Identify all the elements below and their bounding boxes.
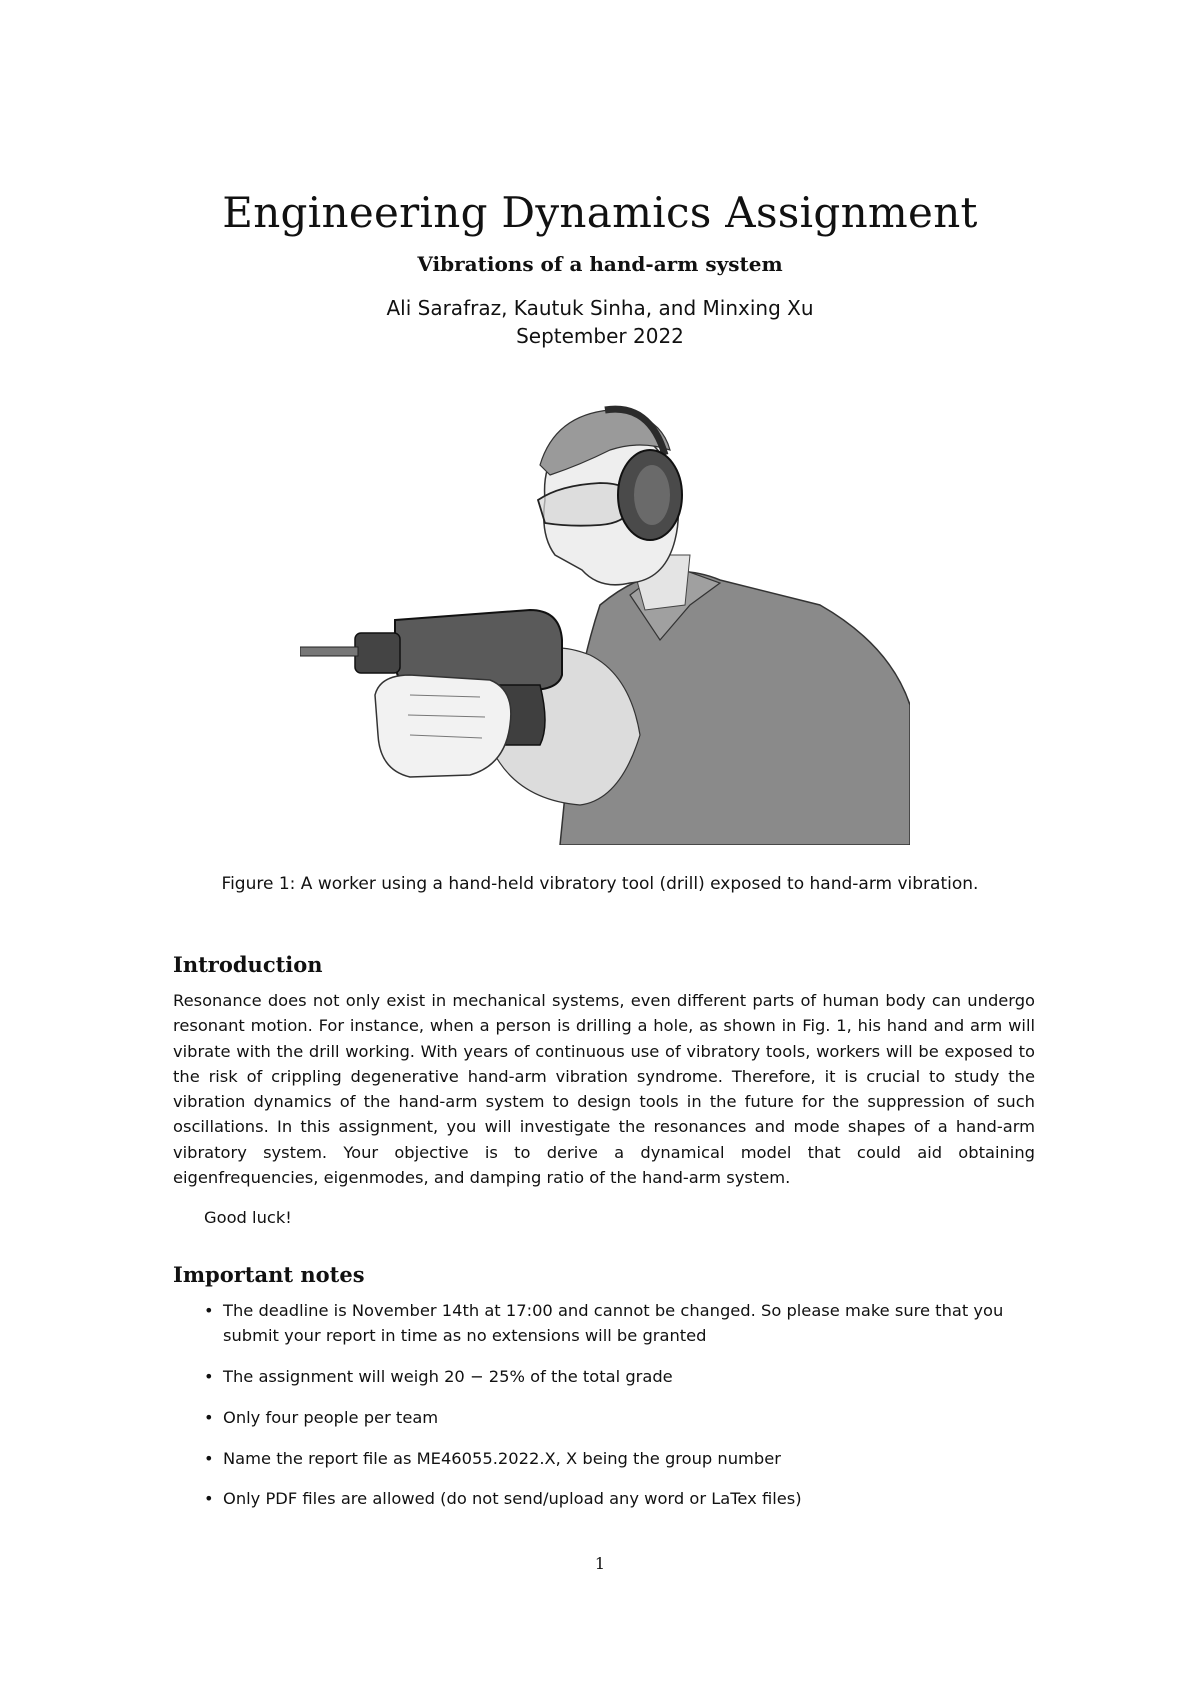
figure-caption: Figure 1: A worker using a hand-held vibratory tool (drill) exposed to hand-arm vibration. [221, 874, 979, 894]
page-number: 1 [594, 1554, 606, 1573]
notes-heading: Important notes [173, 1262, 365, 1287]
list-item: • The deadline is November 14th at 17:00 and cannot be changed. So please make sure that you submit your report in time as no extensions will be granted [173, 1298, 1035, 1349]
list-item: • Name the report file as ME46055.2022.X, X being the group number [173, 1446, 1035, 1471]
list-item: • Only four people per team [173, 1405, 1035, 1430]
document-date: September 2022 [516, 324, 684, 348]
document-authors: Ali Sarafraz, Kautuk Sinha, and Minxing Xu [386, 296, 814, 320]
worker-drill-illustration [300, 405, 910, 845]
list-item: • Only PDF files are allowed (do not send/upload any word or LaTex files) [173, 1486, 1035, 1511]
hand-shape [375, 675, 511, 777]
drill-chuck [355, 633, 400, 673]
drill-bit [300, 647, 358, 656]
document-title: Engineering Dynamics Assignment [222, 188, 978, 237]
list-item: • The assignment will weigh 20 − 25% of the total grade [173, 1364, 1035, 1389]
introduction-paragraph: Resonance does not only exist in mechanical systems, even different parts of human body can undergo resonant motion. For instance, when a person is drilling a hole, as shown in Fig. 1, his hand and arm will vibrate with the drill working. With years of continuous use of vibratory tools, workers will be exposed to the risk of crippling degenerative hand-arm vibration syndrome. Therefore, it is crucial to study the vibration dynamics of the hand-arm system to design tools in the future for the suppression of such oscillations. In this assignment, you will investigate the resonances and mode shapes of a hand-arm vibratory system. Your objective is to derive a dynamical model that could aid obtaining eigenfrequencies, eigenmodes, and damping ratio of the hand-arm system. [173, 991, 1035, 1188]
notes-list [173, 1298, 1035, 1527]
document-subtitle: Vibrations of a hand-arm system [417, 252, 783, 276]
closing-text: Good luck! [204, 1208, 292, 1227]
introduction-heading: Introduction [173, 952, 323, 977]
